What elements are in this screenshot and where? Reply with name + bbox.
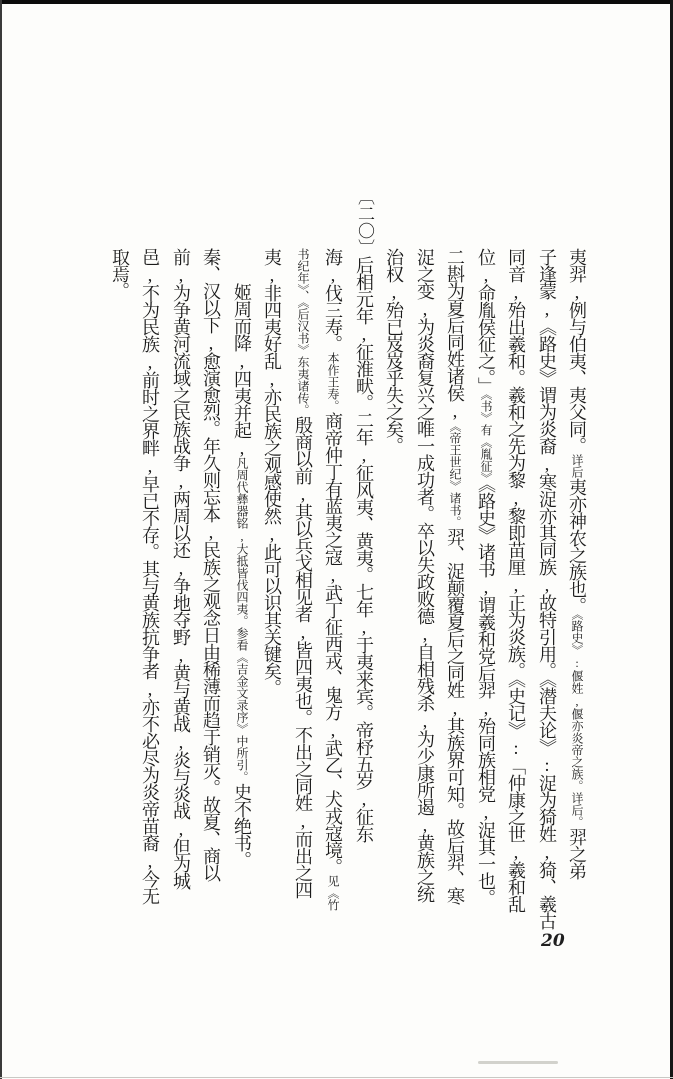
text-run-large: 夷羿,例与伯夷、夷父同。	[567, 248, 587, 454]
page-number: 20	[541, 931, 565, 951]
text-run-small: 见《竹	[326, 875, 340, 911]
text-run-small: 《书》有《胤征》	[479, 394, 493, 484]
text-column	[107, 248, 134, 299]
text-run-large: 子逢蒙,《路史》谓为炎裔,寒浞亦其同族,故特引用。《潜夫论》:浞为猗姓,猗、羲古	[537, 248, 557, 929]
text-column	[351, 188, 378, 842]
text-column	[137, 248, 164, 904]
text-column	[473, 248, 500, 906]
text-run-small: 本作王寿。	[326, 352, 340, 412]
text-column	[442, 248, 469, 904]
text-run-large: 位,命胤侯征之。」	[476, 248, 496, 394]
text-run-large: 羿之弟	[567, 828, 587, 879]
text-run-large: 殷商以前,其以兵戈相见者,皆四夷也。不出之同姓,而出之四	[293, 416, 313, 898]
text-run-large: 邑,不为民族,前时之界畔,早已不存。其与黄族抗争者,亦不必尽为炎帝苗裔,今无	[140, 248, 160, 904]
text-column	[290, 248, 317, 898]
text-column	[412, 248, 439, 902]
text-run-large: 后相元年,征淮畎。二年,征风夷、黄夷。七年,于夷来宾。帝杼五岁,征东	[354, 256, 374, 842]
text-column	[503, 248, 530, 912]
text-column	[564, 248, 591, 879]
text-run-small: 《帝王世纪》诸书。	[448, 420, 462, 528]
text-run-large: 二斟为夏后同姓诸侯,	[445, 248, 465, 420]
text-run-small: 书纪年》、《后汉书》东夷诸传。	[296, 248, 310, 416]
text-run-large: 取焉。	[110, 248, 130, 299]
text-column	[198, 248, 225, 881]
text-run-large: 羿、浞颠覆夏后之同姓,其族界可知。故后羿、寒	[445, 528, 465, 904]
text-run-small: 《路史》:偃姓,偃亦炎帝之族。详后。	[570, 614, 584, 828]
text-run-large: 海,伐三寿。	[323, 248, 343, 352]
text-run-large: 浞之变,为炎裔复兴之唯一成功者。卒以失政败德,自相残杀,为少康所遏,黄族之统	[415, 248, 435, 902]
text-column	[229, 283, 256, 868]
text-run-large: 《路史》诸书,谓羲和党后羿,殆同族相党,浞其一也。	[476, 484, 496, 906]
text-run-large: 同音,殆出羲和。羲和之先为黎,黎即苗厘,正为炎族。《史记》:「仲康之世,羲和乱	[506, 248, 526, 912]
text-run-large: 治权,殆已岌岌乎失之矣。	[384, 248, 404, 454]
text-run-large: 夷亦神农之族也。	[567, 478, 587, 614]
text-column	[259, 248, 286, 696]
text-run-large: 史不绝书。	[232, 783, 252, 868]
text-run-large: 姬周而降,四夷并起,	[232, 283, 252, 457]
text-run-large: 前,为争黄河流域之民族战争,两周以还,争地夺野,黄与黄战,炎与炎战,但为城	[171, 248, 191, 889]
note-number-marker: 〔二〇〕	[355, 188, 374, 256]
text-run-small: 详后	[570, 454, 584, 478]
text-column	[320, 248, 347, 911]
text-column	[534, 248, 561, 929]
text-column	[168, 248, 195, 889]
text-column	[381, 248, 408, 454]
text-run-large: 秦、汉以下,愈演愈烈。年久则忘本,民族之观念日由稀薄而趋于销灭。故夏、商以	[201, 248, 221, 881]
text-run-large: 商帝仲丁有蓝夷之寇,武丁征西戎、鬼方,武乙、犬戎寇境。	[323, 412, 343, 875]
text-run-small: 凡周代彝器铭,大抵皆伐四夷。参看《吉金文录序》中所引。	[235, 457, 249, 783]
text-run-large: 夷,非四夷好乱,亦民族之观感使然,此可以识其关键矣。	[262, 248, 282, 696]
